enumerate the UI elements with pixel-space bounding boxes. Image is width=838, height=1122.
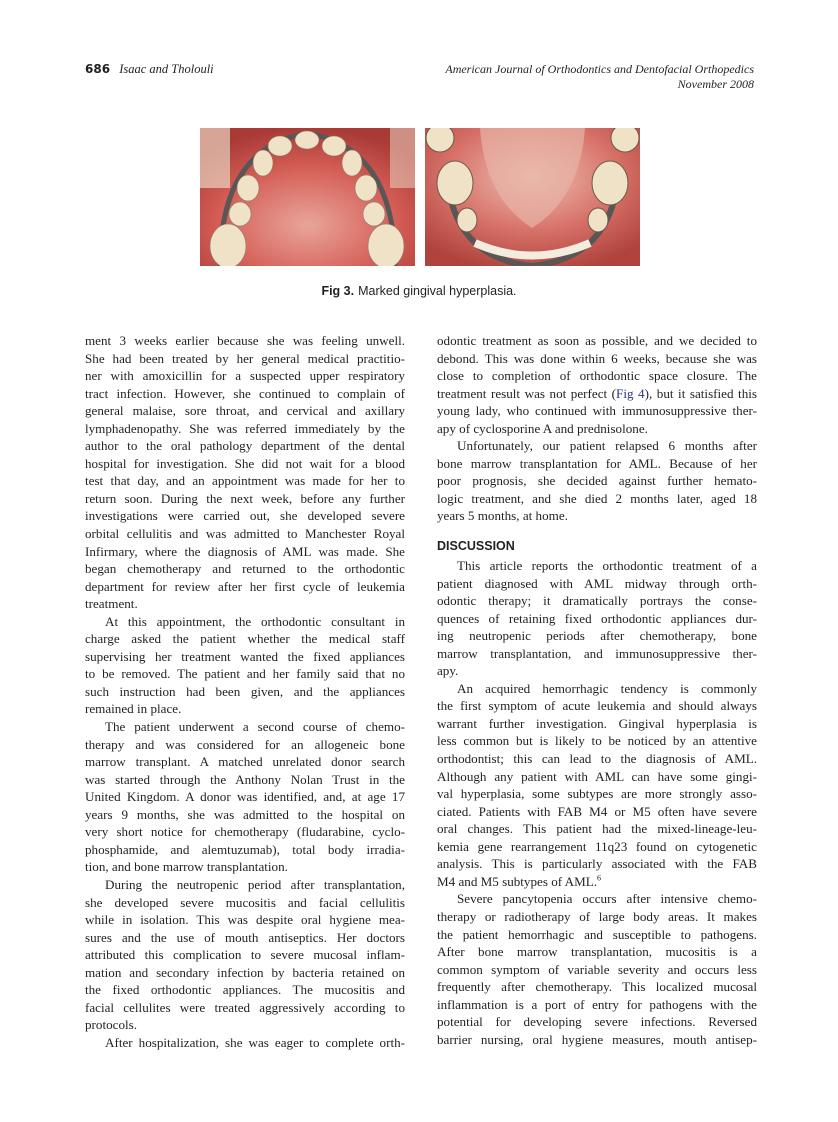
text-line: ment 3 weeks earlier because she was feeling unwell. bbox=[85, 333, 405, 348]
running-authors: Isaac and Tholouli bbox=[119, 62, 214, 76]
text-line: oral changes. This patient had the mixed-lineage-leu- bbox=[437, 821, 757, 837]
text-line: hospital for investigation. She did not wait for a blood bbox=[85, 455, 405, 471]
figure-caption-text: Marked gingival hyperplasia. bbox=[358, 284, 517, 298]
section-heading: DISCUSSION bbox=[437, 539, 515, 554]
text-line: while in isolation. This was despite oral hygiene mea- bbox=[85, 912, 405, 928]
text-line: orbital cellulitis and was admitted to Manchester Royal bbox=[85, 526, 405, 542]
text-line: marrow transplantation, and immunosuppressive ther- bbox=[437, 645, 757, 661]
text-line: charge asked the patient whether the medical staff bbox=[85, 631, 405, 647]
text-line: treatment. bbox=[85, 596, 138, 612]
text-line: During the neutropenic period after transplantation, bbox=[105, 876, 405, 892]
text-line: At this appointment, the orthodontic consultant in bbox=[105, 613, 405, 629]
text-line: therapy and was considered for an allogeneic bone bbox=[85, 736, 405, 752]
paragraph bbox=[437, 332, 757, 437]
text-line: general malaise, sore throat, and cervical and axillary bbox=[85, 403, 405, 419]
text-line: investigations were carried out, she developed severe bbox=[85, 508, 405, 524]
running-header-left bbox=[85, 62, 214, 77]
paragraph bbox=[437, 557, 757, 680]
text-line: facial cellulites were treated aggressively according to bbox=[85, 999, 405, 1015]
text-line: to be removed. The patient and her family said that no bbox=[85, 666, 405, 682]
figure-caption bbox=[0, 284, 838, 298]
figure-4-link[interactable]: Fig 4 bbox=[616, 385, 645, 401]
text-line: lymphadenopathy. She was referred immediately by the bbox=[85, 420, 405, 436]
text-line: marrow transplant. A matched unrelated donor search bbox=[85, 754, 405, 770]
text-line: United Kingdom. A donor was identified, and, at age 17 bbox=[85, 789, 405, 805]
text-line: very short notice for chemotherapy (fludarabine, cyclo- bbox=[85, 824, 405, 840]
paragraph bbox=[437, 680, 757, 891]
figure-3-upper-arch-photo bbox=[200, 128, 415, 266]
text-line: Although any patient with AML can have some gingi- bbox=[437, 768, 757, 784]
text-line: such instruction had been given, and the appliances bbox=[85, 683, 405, 699]
text-line: years 5 months, at home. bbox=[437, 508, 568, 524]
text-line: patient diagnosed with AML midway through orth- bbox=[437, 575, 757, 591]
figure-3-lower-arch-photo bbox=[425, 128, 640, 266]
text-line: odontic therapy; it dramatically portrays the conse- bbox=[437, 593, 757, 609]
text-line: apy. bbox=[437, 663, 459, 679]
text-line: logic treatment, and she died 2 months later, aged 18 bbox=[437, 490, 757, 506]
text-line: ciated. Patients with FAB M4 or M5 often have severe bbox=[437, 803, 757, 819]
text-line: The patient underwent a second course of chemo- bbox=[105, 719, 405, 735]
text-line: she developed severe mucositis and facial cellulitis bbox=[85, 894, 405, 910]
text-line: inflammation is a port of entry for pathogens with the bbox=[437, 996, 757, 1012]
paragraph bbox=[85, 876, 405, 1034]
text-line: less common but is likely to be noticed by an attentive bbox=[437, 733, 757, 749]
text-line: barrier nursing, oral hygiene measures, mouth antisep- bbox=[437, 1031, 757, 1047]
text-line: return soon. During the next week, before any further bbox=[85, 490, 405, 506]
figure-label: Fig 3. bbox=[321, 284, 355, 298]
paragraph bbox=[85, 718, 405, 876]
text-line: author to the oral pathology department of the dental bbox=[85, 438, 405, 454]
text-line: remained in place. bbox=[85, 701, 182, 717]
text-line: began chemotherapy and returned to the orthodontic bbox=[85, 561, 405, 577]
text-line: treatment result was not perfect (Fig 4), but it satisfied this bbox=[437, 385, 757, 401]
text-line: frequently after chemotherapy. This localized mucosal bbox=[437, 979, 757, 995]
text-line: the patient hemorrhagic and susceptible to pathogens. bbox=[437, 926, 757, 942]
text-line: tract infection. However, she continued to complain of bbox=[85, 385, 405, 401]
text-line: apy of cyclosporine A and prednisolone. bbox=[437, 420, 648, 436]
paragraph bbox=[85, 613, 405, 718]
text-line: test that day, and an appointment was made for her to bbox=[85, 473, 405, 489]
text-line: analysis. This is particularly associated with the FAB bbox=[437, 856, 757, 872]
left-text-column bbox=[85, 332, 405, 1051]
text-line: quences of retaining fixed orthodontic appliances dur- bbox=[437, 610, 757, 626]
text-line: ing neutropenic periods after chemotherapy, bone bbox=[437, 628, 757, 644]
text-line: sures and the use of mouth antiseptics. Her doctors bbox=[85, 929, 405, 945]
paragraph bbox=[85, 332, 405, 613]
text-line: the first symptom of acute leukemia and should always bbox=[437, 698, 757, 714]
text-line: She had been treated by her general medical practitio- bbox=[85, 350, 405, 366]
text-line: Unfortunately, our patient relapsed 6 months after bbox=[457, 438, 757, 454]
running-header-right bbox=[445, 62, 754, 92]
text-line: debond. This was done within 6 weeks, because she was bbox=[437, 350, 757, 366]
text-line: therapy or radiotherapy of large body areas. It makes bbox=[437, 908, 757, 924]
text-line: kemia gene rearrangement 11q23 found on cytogenetic bbox=[437, 838, 757, 854]
text-line: val hyperplasia, some subtypes are more strongly asso- bbox=[437, 786, 757, 802]
journal-title: American Journal of Orthodontics and Dentofacial Orthopedics bbox=[445, 62, 754, 76]
text-line: poor prognosis, she decided against further hemato- bbox=[437, 473, 757, 489]
text-line: young lady, who continued with immunosuppressive ther- bbox=[437, 403, 757, 419]
text-line: An acquired hemorrhagic tendency is commonly bbox=[457, 680, 757, 696]
text-line: protocols. bbox=[85, 1017, 138, 1033]
text-line: bone marrow transplantation for AML. Because of her bbox=[437, 455, 757, 471]
paragraph bbox=[85, 1034, 405, 1052]
text-line: department for review after her first cycle of leukemia bbox=[85, 578, 405, 594]
text-line: mation and secondary infection by bacteria retained on bbox=[85, 964, 405, 980]
text-line: common symptom of variable severity and occurs less bbox=[437, 961, 757, 977]
text-line: After hospitalization, she was eager to complete orth- bbox=[105, 1034, 405, 1050]
right-text-column bbox=[437, 332, 757, 1048]
text-line: After bone marrow transplantation, mucositis is a bbox=[437, 944, 757, 960]
text-line: orthodontist; this can lead to the diagnosis of AML. bbox=[437, 751, 757, 767]
text-line: Severe pancytopenia occurs after intensive chemo- bbox=[457, 891, 757, 907]
text-line: phosphamide, and alemtuzumab), total body irradia- bbox=[85, 841, 405, 857]
text-line: the fixed orthodontic appliances. The mucositis and bbox=[85, 982, 405, 998]
text-line: odontic treatment as soon as possible, and we decided to bbox=[437, 333, 757, 348]
citation-reference[interactable]: 6 bbox=[597, 873, 602, 883]
paragraph bbox=[437, 890, 757, 1048]
text-line: ner with amoxicillin for a suspected upper respiratory bbox=[85, 368, 405, 384]
text-line: Infirmary, where the diagnosis of AML was made. She bbox=[85, 543, 405, 559]
issue-date: November 2008 bbox=[677, 77, 754, 91]
text-line: was started through the Anthony Nolan Trust in the bbox=[85, 771, 405, 787]
text-line: close to completion of orthodontic space closure. The bbox=[437, 368, 757, 384]
text-line: potential for developing severe infections. Reversed bbox=[437, 1014, 757, 1030]
text-line: years 9 months, she was admitted to the hospital on bbox=[85, 806, 405, 822]
paragraph bbox=[437, 437, 757, 525]
text-line: warrant further investigation. Gingival hyperplasia is bbox=[437, 715, 757, 731]
text-line: attributed this complication to severe mucosal inflam- bbox=[85, 947, 405, 963]
text-line: M4 and M5 subtypes of AML.$^6$ bbox=[437, 873, 602, 889]
page-number: 686 bbox=[85, 62, 111, 76]
text-line: supervising her treatment wanted the fixed appliances bbox=[85, 648, 405, 664]
text-line: tion, and bone marrow transplantation. bbox=[85, 859, 288, 875]
text-line: This article reports the orthodontic treatment of a bbox=[457, 558, 757, 574]
